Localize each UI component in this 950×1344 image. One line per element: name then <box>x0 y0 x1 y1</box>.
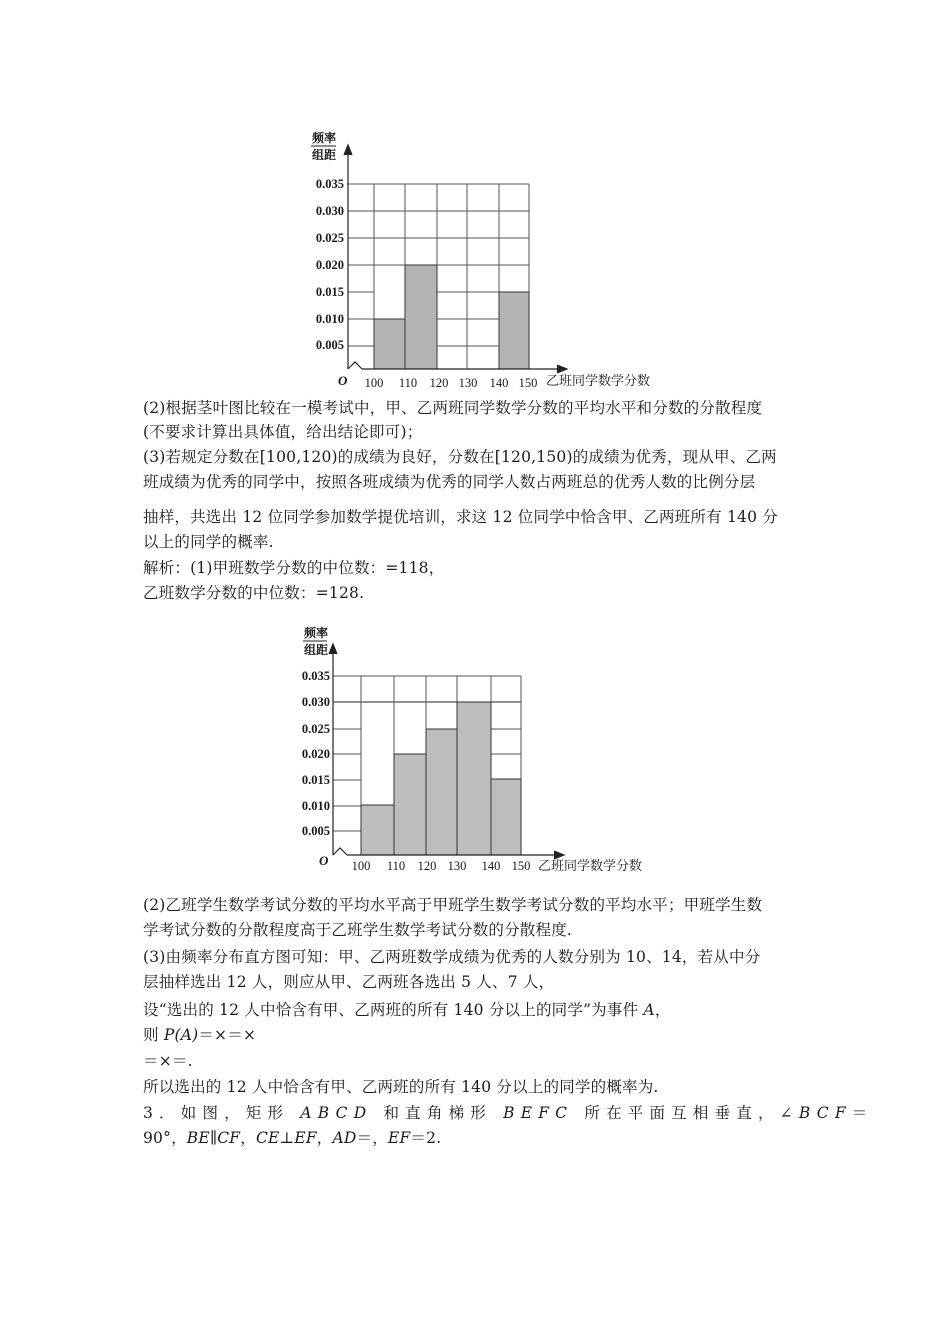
svg-text:150: 150 <box>518 376 538 390</box>
probability-expression: P(A) <box>163 1026 199 1044</box>
problem-3-line-2 <box>143 1126 811 1150</box>
var-ad: AD <box>332 1129 357 1147</box>
y-tick-labels <box>302 669 330 838</box>
question-2-line-1: (2)根据茎叶图比较在一模考试中，甲、乙两班同学数学分数的平均水平和分数的分散程度 <box>143 399 763 417</box>
x-tick-labels <box>352 859 531 873</box>
bar-140-150 <box>499 292 529 369</box>
problem-3-text: ＝， <box>356 1129 388 1147</box>
solution-line-2: 乙班数学分数的中位数：=128. <box>143 584 365 602</box>
event-definition-end: ， <box>654 1001 671 1019</box>
event-variable: A <box>643 1001 655 1019</box>
bar-100-110 <box>374 319 405 369</box>
svg-text:0.005: 0.005 <box>315 338 344 352</box>
origin-label: O <box>319 853 329 868</box>
problem-3-text: 和直角梯形 <box>372 1104 504 1122</box>
svg-text:0.030: 0.030 <box>315 204 344 218</box>
bar-110-120 <box>405 265 437 369</box>
svg-text:120: 120 <box>417 859 437 873</box>
problem-3-text: 3．如图，矩形 <box>143 1104 301 1122</box>
problem-3-text: 所在平面互相垂直，∠ <box>573 1104 799 1122</box>
bar-140-150 <box>491 779 521 855</box>
svg-text:0.010: 0.010 <box>315 312 344 326</box>
svg-text:130: 130 <box>447 859 467 873</box>
y-label-numerator: 频率 <box>304 626 329 640</box>
histogram-complete <box>290 620 650 880</box>
svg-text:0.030: 0.030 <box>301 695 330 709</box>
svg-text:100: 100 <box>351 859 371 873</box>
var-be-parallel-cf: BE∥CF <box>186 1129 241 1147</box>
svg-text:130: 130 <box>458 376 478 390</box>
svg-text:0.025: 0.025 <box>315 231 344 245</box>
svg-text:0.035: 0.035 <box>315 177 344 191</box>
var-ef: EF <box>387 1129 411 1147</box>
svg-text:0.005: 0.005 <box>301 824 330 838</box>
probability-formula: ＝×＝× <box>198 1026 257 1044</box>
histogram-complete-svg <box>290 620 650 880</box>
svg-text:140: 140 <box>489 376 509 390</box>
var-abcd: ABCD <box>300 1104 373 1122</box>
var-ce-perp-ef: CE⊥EF <box>255 1129 317 1147</box>
question-2-line-2: (不要求计算出具体值，给出结论即可)； <box>143 423 423 441</box>
problem-3-text: ， <box>316 1129 333 1147</box>
problem-3-line-1 <box>143 1101 874 1125</box>
event-definition-text: 设“选出的 12 人中恰含有甲、乙两班的所有 140 分以上的同学”为事件 <box>143 1001 644 1019</box>
var-bcf: BCF <box>798 1104 852 1122</box>
answer-3-line-2: 层抽样选出 12 人，则应从甲、乙两班各选出 5 人、7 人， <box>143 973 555 991</box>
x-axis-label: 乙班同学数学分数 <box>546 373 651 388</box>
x-axis-label: 乙班同学数学分数 <box>538 858 643 873</box>
answer-3-line-3 <box>143 998 811 1022</box>
var-befc: BEFC <box>503 1104 574 1122</box>
question-3-line-3: 抽样，共选出 12 位同学参加数学提优培训，求这 12 位同学中恰含甲、乙两班所有 140 分 <box>143 508 778 526</box>
bar-130-140 <box>457 702 491 855</box>
svg-text:140: 140 <box>481 859 501 873</box>
svg-text:110: 110 <box>386 859 406 873</box>
bar-100-110 <box>361 805 394 855</box>
svg-text:0.035: 0.035 <box>301 669 330 683</box>
svg-text:150: 150 <box>511 859 531 873</box>
histogram-incomplete-svg <box>300 125 660 395</box>
answer-3-line-5: ＝×＝. <box>143 1052 193 1070</box>
svg-text:0.020: 0.020 <box>315 258 344 272</box>
svg-text:0.025: 0.025 <box>301 722 330 736</box>
probability-prefix: 则 <box>143 1026 164 1044</box>
answer-3-line-1: (3)由频率分布直方图可知：甲、乙两班数学成绩为优秀的人数分别为 10、14，若从中分 <box>143 948 761 966</box>
solution-line-1: 解析：(1)甲班数学分数的中位数：=118， <box>143 559 445 577</box>
answer-2-line-1: (2)乙班学生数学考试分数的平均水平高于甲班学生数学考试分数的平均水平；甲班学生数 <box>143 896 763 914</box>
question-3-line-4: 以上的同学的概率. <box>143 533 274 551</box>
origin-label: O <box>338 373 348 388</box>
question-3-line-2: 班成绩为优秀的同学中，按照各班成绩为优秀的同学人数占两班总的优秀人数的比例分层 <box>143 473 756 491</box>
y-tick-labels <box>316 177 344 352</box>
x-tick-labels <box>365 376 538 390</box>
bar-110-120 <box>394 754 426 855</box>
svg-text:100: 100 <box>364 376 384 390</box>
problem-3-text: ＝ <box>851 1104 874 1122</box>
y-label-numerator: 频率 <box>312 131 337 145</box>
bar-120-130 <box>426 729 457 855</box>
y-label-denominator: 组距 <box>304 643 329 657</box>
svg-text:0.020: 0.020 <box>301 747 330 761</box>
svg-text:0.010: 0.010 <box>301 799 330 813</box>
y-label-denominator: 组距 <box>312 148 337 162</box>
histogram-incomplete <box>300 125 660 395</box>
answer-3-line-4 <box>143 1023 811 1047</box>
question-3-line-1: (3)若规定分数在[100,120)的成绩为良好，分数在[120,150)的成绩为优秀，现从甲、乙两 <box>143 448 777 466</box>
problem-3-text: ， <box>240 1129 256 1147</box>
problem-3-text: ＝2. <box>410 1129 442 1147</box>
svg-text:110: 110 <box>398 376 418 390</box>
bars <box>374 265 529 369</box>
answer-3-line-6: 所以选出的 12 人中恰含有甲、乙两班的所有 140 分以上的同学的概率为. <box>143 1078 659 1096</box>
svg-text:120: 120 <box>429 376 449 390</box>
answer-2-line-2: 学考试分数的分散程度高于乙班学生数学考试分数的分散程度. <box>143 921 573 939</box>
svg-text:0.015: 0.015 <box>301 773 330 787</box>
svg-text:0.015: 0.015 <box>315 285 344 299</box>
problem-3-text: 90°， <box>143 1129 187 1147</box>
bars <box>361 702 521 855</box>
